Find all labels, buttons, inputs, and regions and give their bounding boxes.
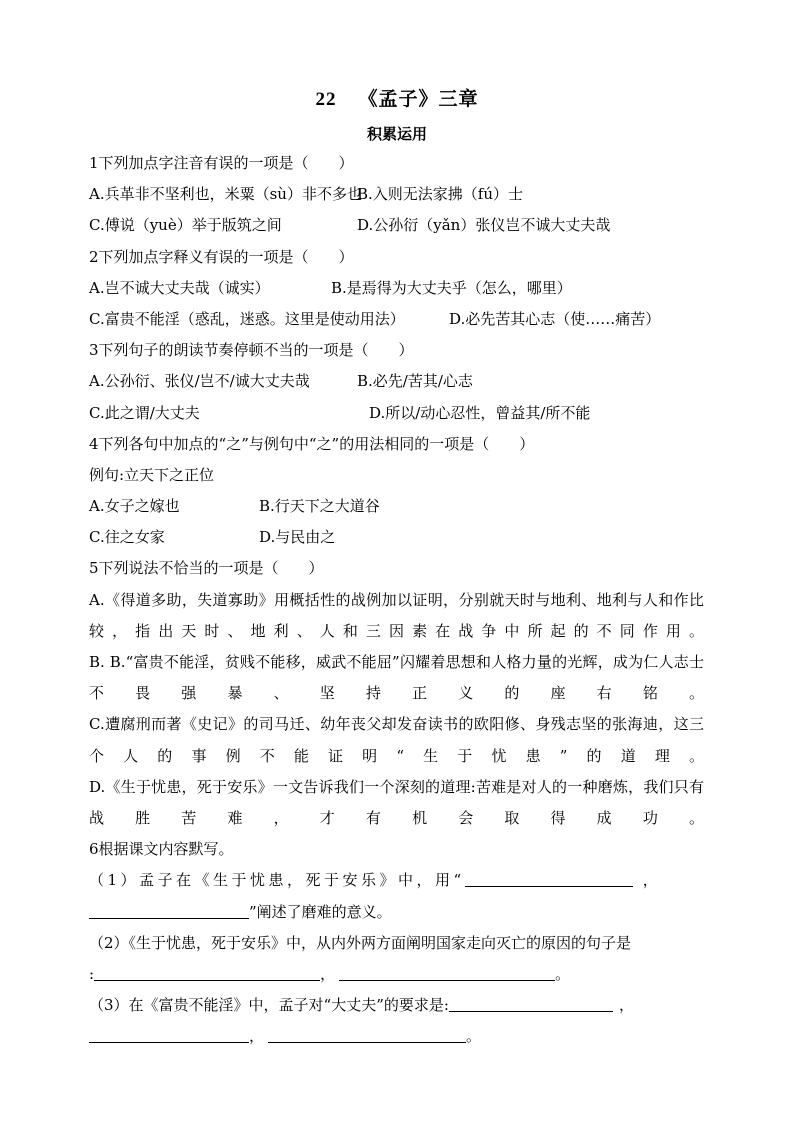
q5-option-a: A.《得道多助，失道寡助》用概括性的战例加以证明，分别就天时与地利、地利与人和作比较，指出天时、地利、人和三因素在战争中所起的不同作用。 xyxy=(89,590,704,640)
q4-options-ab xyxy=(89,491,704,522)
answer-blank-1[interactable] xyxy=(465,868,633,887)
q3-option-c: C.此之谓/大丈夫 xyxy=(89,403,200,422)
answer-blank-7[interactable] xyxy=(268,1024,466,1043)
q6-part2-colon: : xyxy=(89,965,95,983)
q4-option-b: B.行天下之大道谷 xyxy=(259,497,380,516)
q6-part3-comma2: ， xyxy=(249,1027,265,1046)
q3-stem: 3下列句子的朗读节奏停顿不当的一项是（ ） xyxy=(89,341,414,360)
q6-part3-line2 xyxy=(89,1021,704,1052)
section-heading: 积累运用 xyxy=(366,125,427,143)
q4-options-cd xyxy=(89,522,704,553)
q1-option-a: A.兵革非不坚利也，米粟（sù）非不多也 xyxy=(89,185,362,204)
q3-option-d: D.所以/动心忍性，曾益其/所不能 xyxy=(369,403,591,422)
q6-part2-line2 xyxy=(89,959,704,990)
q5-option-c: C.遭腐刑而著《史记》的司马迁、幼年丧父却发奋读书的欧阳修、身残志坚的张海迪，这三个人的事例不能证明“生于忧患”的道理。 xyxy=(89,715,704,765)
q2-stem: 2下列加点字释义有误的一项是（ ） xyxy=(89,247,354,266)
q6-stem: 6根据课文内容默写。 xyxy=(89,840,234,859)
q2-option-d: D.必先苦其心志（使……痛苦） xyxy=(449,309,661,328)
q6-part2-line1: （2）《生于忧患，死于安乐》中，从内外两方面阐明国家走向灭亡的原因的句子是 xyxy=(89,933,632,952)
q2-options-cd xyxy=(89,304,704,335)
q6-part3-comma1: ， xyxy=(618,996,634,1015)
lesson-title-text: 《孟子》三章 xyxy=(358,88,479,110)
q1-option-b: B.入则无法家拂（fú）士 xyxy=(357,185,524,204)
q4-example: 例句:立天下之正位 xyxy=(89,465,215,484)
q1-options-ab xyxy=(89,179,704,210)
lesson-title xyxy=(0,84,794,111)
q5-stem: 5下列说法不恰当的一项是（ ） xyxy=(89,559,324,578)
q3-option-b: B.必先/苦其/心志 xyxy=(357,372,473,391)
q3-options-ab xyxy=(89,366,704,397)
questions xyxy=(89,148,704,1053)
q2-option-a: A.岂不诚大丈夫哉（诚实） xyxy=(89,278,270,297)
q6-part3-prompt: （3）在《富贵不能淫》中，孟子对“大丈夫”的要求是: xyxy=(89,996,449,1015)
q6-part2-comma: ， xyxy=(320,965,336,983)
q2-option-c: C.富贵不能淫（惑乱，迷惑。这里是使动用法） xyxy=(89,309,405,328)
q6-part1-tail: ”阐述了磨难的意义。 xyxy=(249,902,392,921)
q6-part2-period: 。 xyxy=(555,965,571,983)
q6-part1-line1 xyxy=(89,865,704,896)
q2-options-ab xyxy=(89,273,704,304)
q4-stem: 4下列各句中加点的“之”与例句中“之”的用法相同的一项是（ ） xyxy=(89,434,535,453)
q4-option-d: D.与民由之 xyxy=(259,528,336,547)
q2-option-b: B.是焉得为大丈夫乎（怎么，哪里） xyxy=(331,278,572,297)
q6-part3-line1 xyxy=(89,990,704,1021)
answer-blank-3[interactable] xyxy=(94,962,320,981)
q5-option-d: D.《生于忧患，死于安乐》一文告诉我们一个深刻的道理:苦难是对人的一种磨炼，我们只有战胜苦难，才有机会取得成功。 xyxy=(89,777,704,828)
answer-blank-2[interactable] xyxy=(89,900,249,919)
q3-option-a: A.公孙衍、张仪/岂不/诚大丈夫哉 xyxy=(89,372,310,391)
answer-blank-5[interactable] xyxy=(449,993,613,1012)
q5-option-b: B. B.“富贵不能淫，贫贱不能移，威武不能屈”闪耀着思想和人格力量的光辉，成为仁人志士不畏强暴、坚持正义的座右铭。 xyxy=(89,653,704,703)
answer-blank-6[interactable] xyxy=(89,1024,249,1043)
answer-blank-4[interactable] xyxy=(339,962,555,981)
q6-part3-period: 。 xyxy=(466,1027,482,1046)
q4-option-c: C.往之女家 xyxy=(89,528,165,547)
q6-part1-comma: ， xyxy=(642,871,662,890)
q6-part1-prompt: （1）孟子在《生于忧患，死于安乐》中，用“ xyxy=(89,871,465,890)
lesson-number: 22 xyxy=(315,89,337,110)
q1-option-c: C.傅说（yuè）举于版筑之间 xyxy=(89,216,282,235)
q1-stem: 1下列加点字注音有误的一项是（ ） xyxy=(89,154,354,172)
q1-options-cd xyxy=(89,210,704,241)
q6-part1-line2 xyxy=(89,897,704,928)
q1-option-d: D.公孙衍（yǎn）张仪岂不诚大丈夫哉 xyxy=(357,216,611,235)
q3-options-cd xyxy=(89,398,704,429)
q4-option-a: A.女子之嫁也 xyxy=(89,497,180,516)
